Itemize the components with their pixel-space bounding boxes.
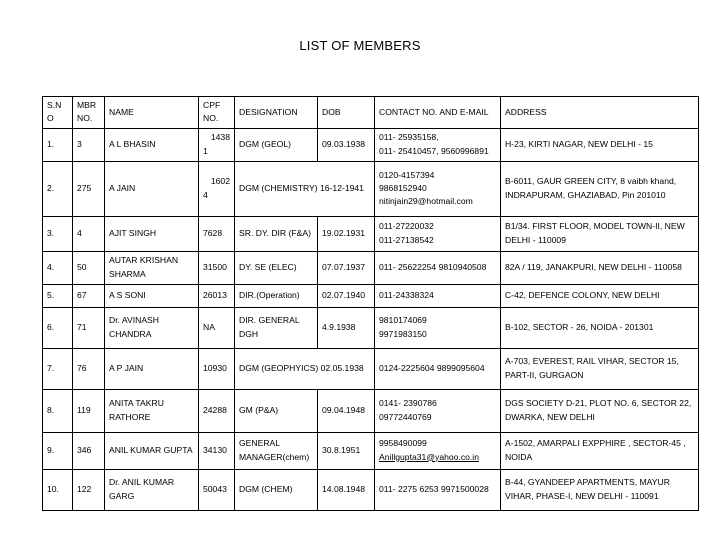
cell-address: 82A / 119, JANAKPURI, NEW DELHI - 110058 <box>501 251 699 284</box>
cell-address: A-703, EVEREST, RAIL VIHAR, SECTOR 15, PART-II, GURGAON <box>501 348 699 389</box>
cell-address: C-42, DEFENCE COLONY, NEW DELHI <box>501 284 699 307</box>
cell-cpf-no: 7628 <box>199 216 235 251</box>
cell-sno: 3. <box>43 216 73 251</box>
cell-address: B-44, GYANDEEP APARTMENTS, MAYUR VIHAR, PHASE-I, NEW DELHI - 110091 <box>501 469 699 510</box>
header-sno: S.N O <box>43 97 73 129</box>
cell-mbr-no: 122 <box>73 469 105 510</box>
cell-cpf-no: 50043 <box>199 469 235 510</box>
cell-dob: 09.03.1938 <box>318 128 375 161</box>
cell-designation: GM (P&A) <box>235 389 318 432</box>
cell-sno: 9. <box>43 432 73 469</box>
cell-sno: 5. <box>43 284 73 307</box>
header-cpf-no: CPF NO. <box>199 97 235 129</box>
header-mbr-no: MBR NO. <box>73 97 105 129</box>
cell-dob: 19.02.1931 <box>318 216 375 251</box>
cell-mbr-no: 119 <box>73 389 105 432</box>
header-contact: CONTACT NO. AND E-MAIL <box>375 97 501 129</box>
cell-designation: DIR.(Operation) <box>235 284 318 307</box>
table-row <box>43 469 699 510</box>
cell-dob: 14.08.1948 <box>318 469 375 510</box>
cell-dob: 30.8.1951 <box>318 432 375 469</box>
table-row <box>43 251 699 284</box>
cell-contact: 0124-2225604 9899095604 <box>375 348 501 389</box>
cell-mbr-no: 275 <box>73 161 105 216</box>
cell-name: AJIT SINGH <box>105 216 199 251</box>
cell-cpf-no: 10930 <box>199 348 235 389</box>
cell-dob: 02.07.1940 <box>318 284 375 307</box>
cell-dob: 09.04.1948 <box>318 389 375 432</box>
cell-name: A JAIN <box>105 161 199 216</box>
cell-contact: 9958490099 Anillgupta31@yahoo.co.in <box>375 432 501 469</box>
cell-name: Dr. AVINASH CHANDRA <box>105 307 199 348</box>
cell-name: Dr. ANIL KUMAR GARG <box>105 469 199 510</box>
cell-dob: 07.07.1937 <box>318 251 375 284</box>
cell-cpf-no: 1602 4 <box>199 161 235 216</box>
cell-mbr-no: 346 <box>73 432 105 469</box>
cell-mbr-no: 50 <box>73 251 105 284</box>
cell-cpf-no: 34130 <box>199 432 235 469</box>
cell-contact: 011- 25622254 9810940508 <box>375 251 501 284</box>
cell-dob: 4.9.1938 <box>318 307 375 348</box>
cell-contact: 011-27220032 011-27138542 <box>375 216 501 251</box>
cell-sno: 7. <box>43 348 73 389</box>
table-row <box>43 432 699 469</box>
cell-sno: 6. <box>43 307 73 348</box>
cell-cpf-no: 24288 <box>199 389 235 432</box>
table-row <box>43 307 699 348</box>
cell-designation: SR. DY. DIR (F&A) <box>235 216 318 251</box>
cell-sno: 2. <box>43 161 73 216</box>
cell-mbr-no: 76 <box>73 348 105 389</box>
cell-address: DGS SOCIETY D-21, PLOT NO. 6, SECTOR 22, DWARKA, NEW DELHI <box>501 389 699 432</box>
cell-sno: 10. <box>43 469 73 510</box>
cell-contact: 0141- 2390786 09772440769 <box>375 389 501 432</box>
cell-address: A-1502, AMARPALI EXPPHIRE , SECTOR-45 , NOIDA <box>501 432 699 469</box>
header-designation: DESIGNATION <box>235 97 318 129</box>
table-row <box>43 216 699 251</box>
cell-designation: DGM (CHEM) <box>235 469 318 510</box>
cell-sno: 8. <box>43 389 73 432</box>
cell-name: A L BHASIN <box>105 128 199 161</box>
cell-designation: DIR. GENERAL DGH <box>235 307 318 348</box>
header-address: ADDRESS <box>501 97 699 129</box>
cell-address: H-23, KIRTI NAGAR, NEW DELHI - 15 <box>501 128 699 161</box>
header-dob: DOB <box>318 97 375 129</box>
cell-name: AUTAR KRISHAN SHARMA <box>105 251 199 284</box>
cell-sno: 4. <box>43 251 73 284</box>
cell-address: B-102, SECTOR - 26, NOIDA - 201301 <box>501 307 699 348</box>
cell-mbr-no: 71 <box>73 307 105 348</box>
cell-contact: 0120-4157394 9868152940 nitinjain29@hotmail.com <box>375 161 501 216</box>
cell-mbr-no: 3 <box>73 128 105 161</box>
cell-name: A P JAIN <box>105 348 199 389</box>
cell-cpf-no: NA <box>199 307 235 348</box>
page-title: LIST OF MEMBERS <box>299 38 421 53</box>
cell-contact: 011- 2275 6253 9971500028 <box>375 469 501 510</box>
email-link[interactable]: Anillgupta31@yahoo.co.in <box>379 451 479 462</box>
cell-contact: 9810174069 9971983150 <box>375 307 501 348</box>
cell-name: ANIL KUMAR GUPTA <box>105 432 199 469</box>
cell-designation: DGM (CHEMISTRY) 16-12-1941 <box>235 161 375 216</box>
cell-cpf-no: 31500 <box>199 251 235 284</box>
cell-mbr-no: 4 <box>73 216 105 251</box>
cell-address: B1/34. FIRST FLOOR, MODEL TOWN-II, NEW DELHI - 110009 <box>501 216 699 251</box>
table-row <box>43 161 699 216</box>
table-row <box>43 284 699 307</box>
table-row <box>43 389 699 432</box>
cell-cpf-no: 26013 <box>199 284 235 307</box>
cell-designation: DY. SE (ELEC) <box>235 251 318 284</box>
cell-designation: GENERAL MANAGER(chem) <box>235 432 318 469</box>
cell-name: A S SONI <box>105 284 199 307</box>
cell-name: ANITA TAKRU RATHORE <box>105 389 199 432</box>
cell-designation: DGM (GEOL) <box>235 128 318 161</box>
cell-contact: 011- 25935158, 011- 25410457, 9560996891 <box>375 128 501 161</box>
header-row <box>43 97 699 129</box>
cell-sno: 1. <box>43 128 73 161</box>
cell-contact: 011-24338324 <box>375 284 501 307</box>
members-table <box>42 96 699 511</box>
cell-designation: DGM (GEOPHYICS) 02.05.1938 <box>235 348 375 389</box>
cell-cpf-no: 1438 1 <box>199 128 235 161</box>
header-name: NAME <box>105 97 199 129</box>
table-row <box>43 128 699 161</box>
table-row <box>43 348 699 389</box>
cell-address: B-6011, GAUR GREEN CITY, 8 vaibh khand, INDRAPURAM, GHAZIABAD, Pin 201010 <box>501 161 699 216</box>
cell-mbr-no: 67 <box>73 284 105 307</box>
